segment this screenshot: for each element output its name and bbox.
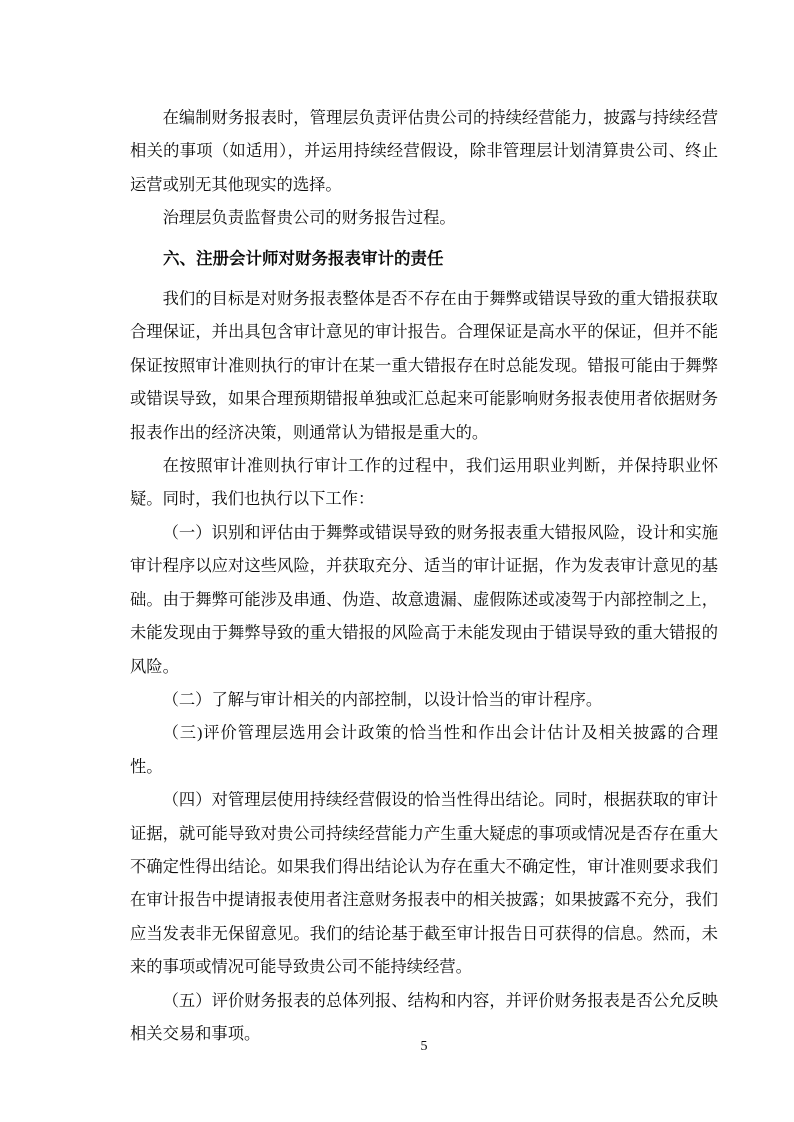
paragraph-audit-objective: 我们的目标是对财务报表整体是否不存在由于舞弊或错误导致的重大错报获取合理保证，并出具包含审计意见的审计报告。合理保证是高水平的保证，但并不能保证按照审计准则执行的审计在某一重大错报存在时总能发现。错报可能由于舞弊或错误导致，如果合理预期错报单独或汇总起来可能影响财务报表使用者依据财务报表作出的经济决策，则通常认为错报是重大的。 — [130, 289, 718, 442]
paragraph-going-concern-responsibility: 在编制财务报表时，管理层负责评估贵公司的持续经营能力，披露与持续经营相关的事项（如适用），并运用持续经营假设，除非管理层计划清算贵公司、终止运营或别无其他现实的选择。 — [130, 108, 718, 194]
paragraph-item-5-overall-presentation: （五）评价财务报表的总体列报、结构和内容，并评价财务报表是否公允反映相关交易和事项。 — [130, 990, 718, 1043]
page-number: 5 — [420, 1039, 428, 1054]
paragraph-item-3-accounting-policies: （三)评价管理层选用会计政策的恰当性和作出会计估计及相关披露的合理性。 — [130, 723, 718, 776]
paragraph-item-4-going-concern-conclusion: （四）对管理层使用持续经营假设的恰当性得出结论。同时，根据获取的审计证据，就可能导致对贵公司持续经营能力产生重大疑虑的事项或情况是否存在重大不确定性得出结论。如果我们得出结论认为存在重大不确定性，审计准则要求我们在审计报告中提请报表使用者注意财务报表中的相关披露；如果披露不充分，我们应当发表非无保留意见。我们的结论基于截至审计报告日可获得的信息。然而，未来的事项或情况可能导致贵公司不能持续经营。 — [130, 790, 718, 977]
paragraph-item-1-risk-identification: （一）识别和评估由于舞弊或错误导致的财务报表重大错报风险，设计和实施审计程序以应对这些风险，并获取充分、适当的审计证据，作为发表审计意见的基础。由于舞弊可能涉及串通、伪造、故意遗漏、虚假陈述或凌驾于内部控制之上，未能发现由于舞弊导致的重大错报的风险高于未能发现由于错误导致的重大错报的风险。 — [130, 522, 718, 676]
page-footer — [130, 1037, 718, 1055]
paragraph-item-2-internal-control: （二）了解与审计相关的内部控制，以设计恰当的审计程序。 — [162, 689, 603, 709]
paragraph-professional-judgment: 在按照审计准则执行审计工作的过程中，我们运用职业判断，并保持职业怀疑。同时，我们也执行以下工作： — [130, 456, 718, 509]
document-content — [130, 101, 718, 1050]
section-heading-auditor-responsibility: 六、注册会计师对财务报表审计的责任 — [163, 248, 444, 268]
paragraph-governance-oversight: 治理层负责监督贵公司的财务报告过程。 — [162, 208, 456, 228]
